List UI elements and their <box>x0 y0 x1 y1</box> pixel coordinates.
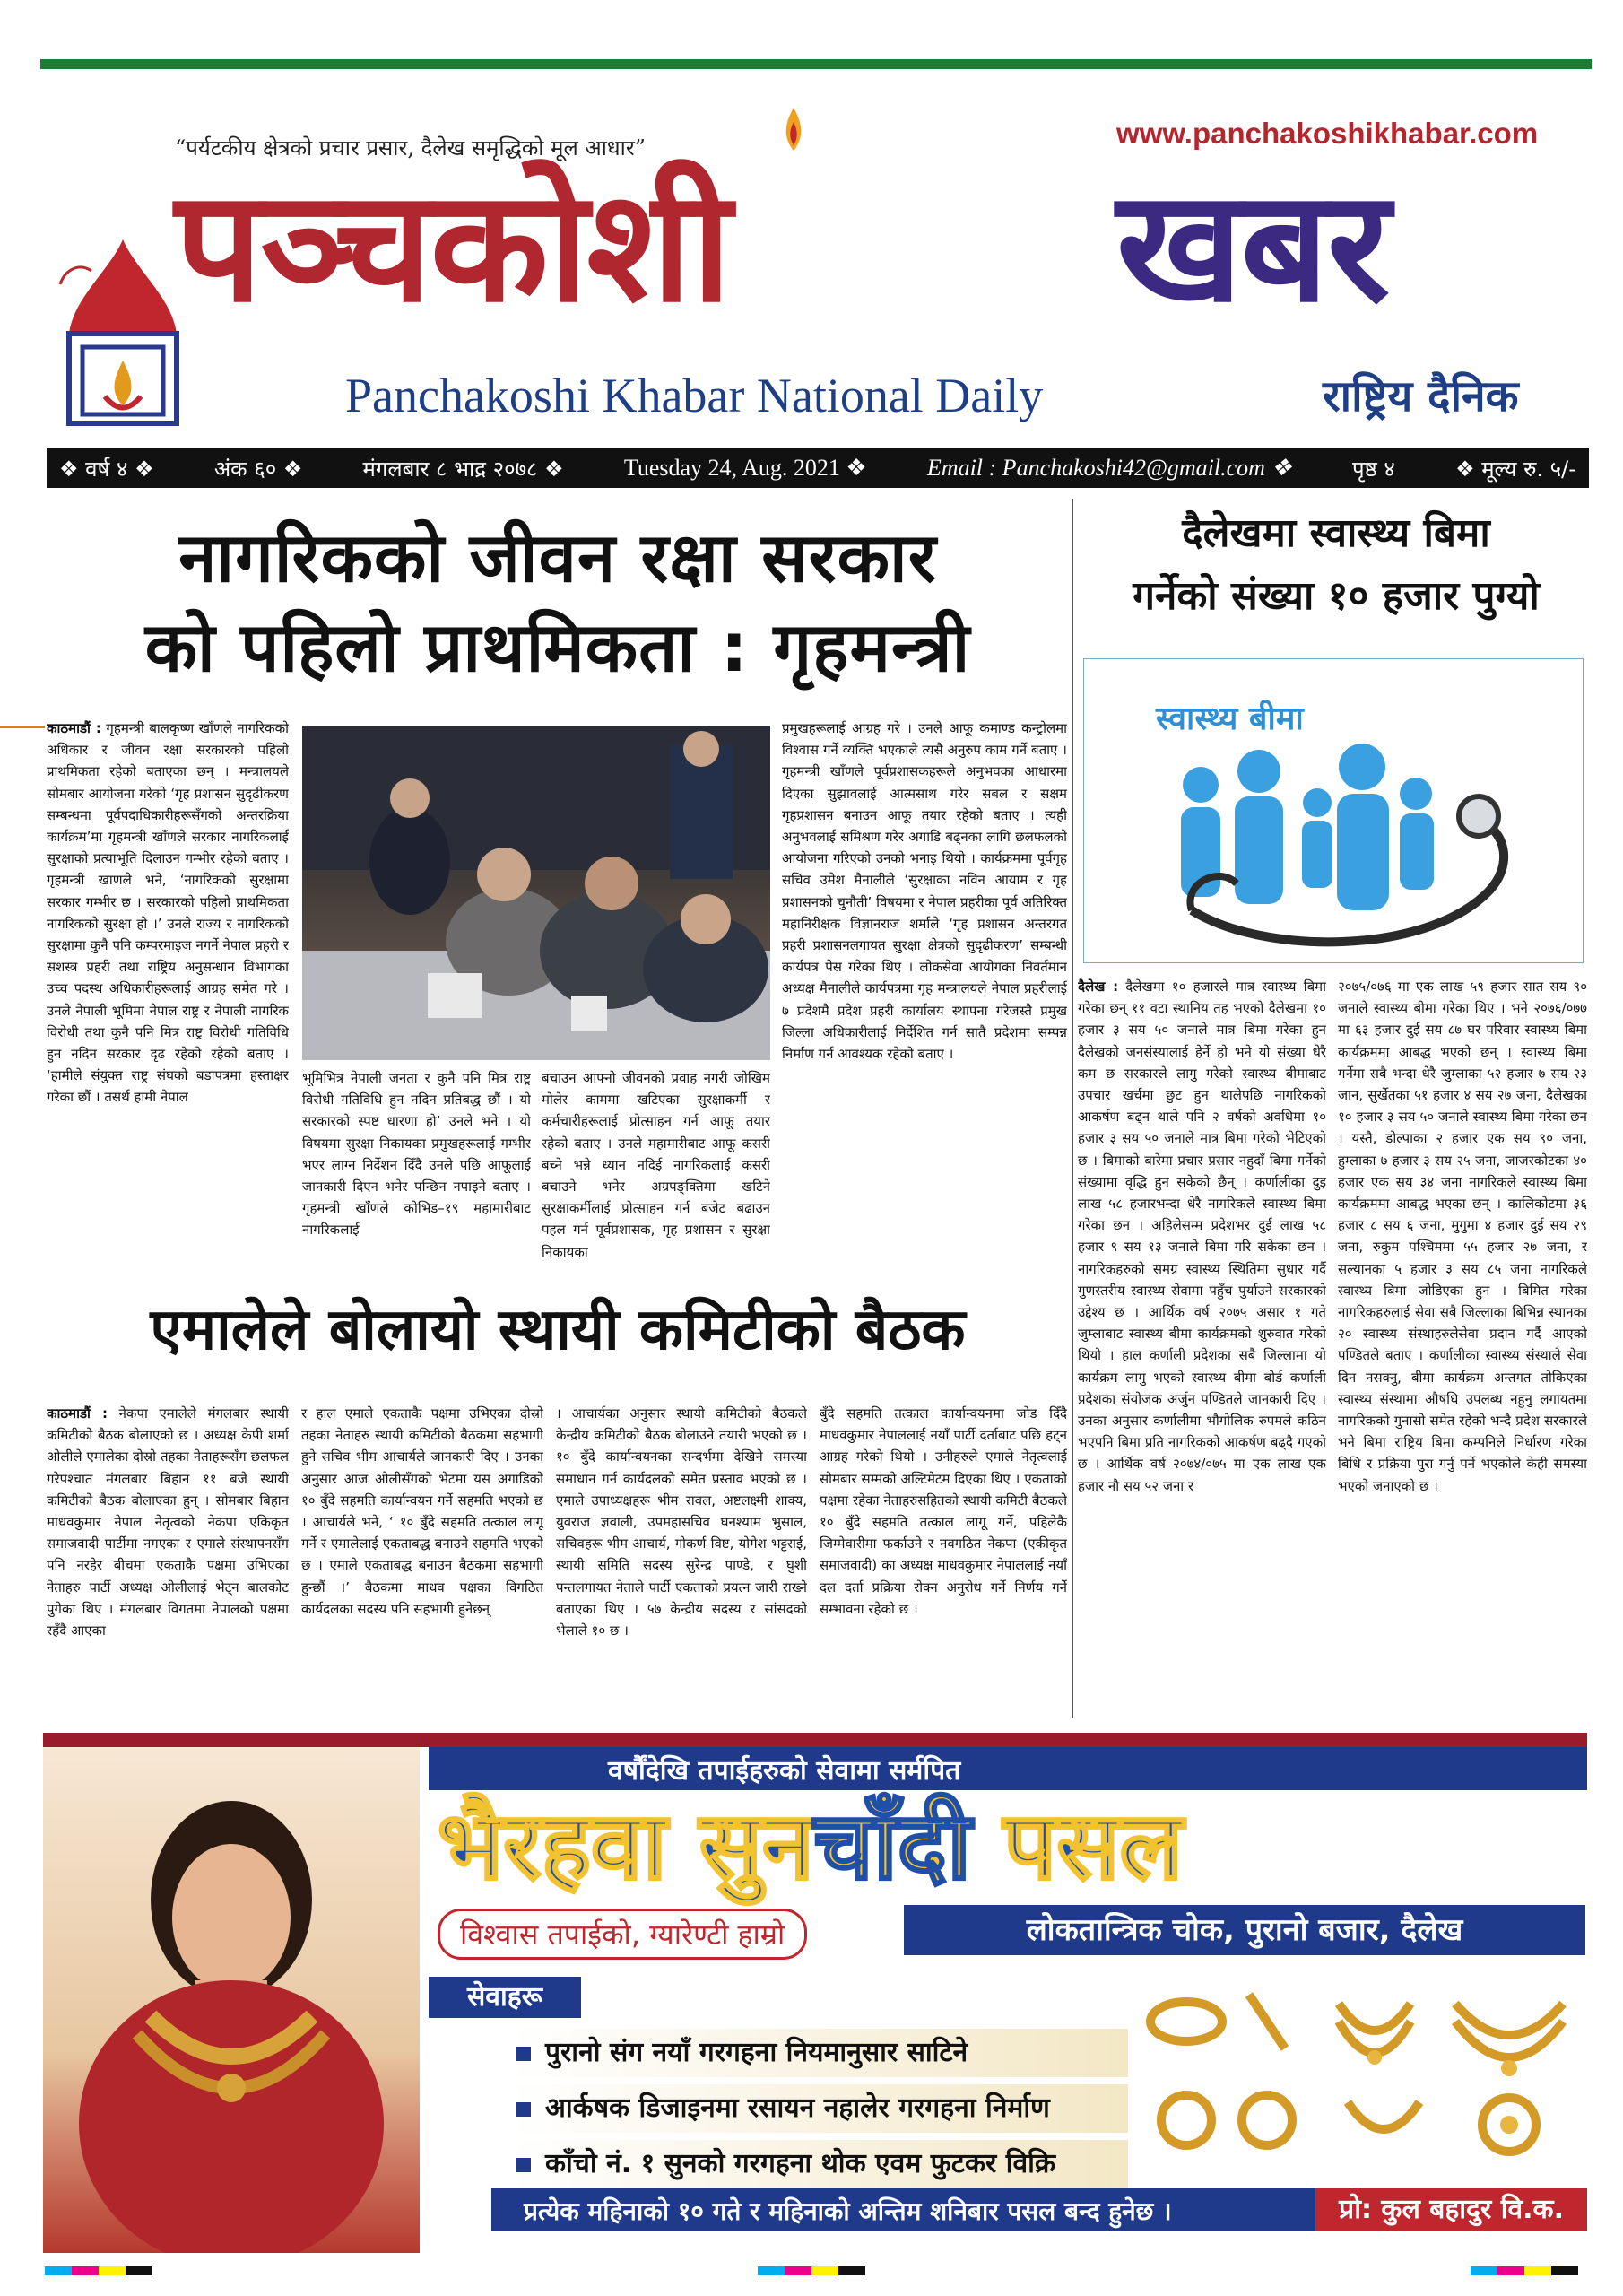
article2-col3-text: । आचार्यका अनुसार स्थायी कमिटीको बैठकले केन्द्रीय कमिटीको बैठक बोलाउने तयारी भएको छ । १० बुँदे कार्यान्वयनका सन्दर्भमा देखिने समस्या समाधान गर्न कार्यदलको समेत प्रस्ताव भएको छ । एमाले उपाध्यक्षहरू भीम रावल, अष्टलक्ष्मी शाक्य, युवराज ज्ञवाली, उपमहासचिव घनश्याम भुसाल, सचिवहरू भीम आचार्य, गोकर्ण विष्ट, योगेश भट्टराई, स्थायी समिति सदस्य सुरेन्द्र पाण्डे, र घुशी पन्तलगायत नेताले पार्टी एकताको प्रयत्न जारी राख्ने बताएका थिए । ५७ केन्द्रीय सदस्य र सांसदको भेलाले १० छ । <box>556 1405 807 1639</box>
article3-column-2 <box>1338 976 1587 1718</box>
jewellery-advertisement <box>43 1733 1587 2253</box>
article2-col4-text: बुँदे सहमति तत्काल कार्यान्वयनमा जोड दिँदै माधवकुमार नेपाललाई नयाँ पार्टी दर्ताबाट पछि हट्न आग्रह गरेको थियो । उनीहरुले एमाले नेतृत्वलाई सोमबार सम्मको अल्टिमेटम दिएका थिए । एकताको पक्षमा रहेका नेताहरुसहितको स्थायी कमिटी बैठकले १० बुँदे सहमति तत्काल लागू गर्ने, पहिलेकै जिम्मेवारीमा फर्काउने र नवगठित नेकपा (एकीकृत समाजवादी) का अध्यक्ष माधवकुमार नेपाललाई नयाँ दल दर्ता प्रक्रिया रोक्न अनुरोध गर्ने निर्णय गर्ने सम्भावना रहेको छ । <box>820 1405 1067 1617</box>
health-insurance-caption: स्वास्थ्य बीमा <box>1156 700 1304 737</box>
service-item <box>509 2140 1128 2188</box>
nepali-date: मंगलबार ८ भाद्र २०७८ ❖ <box>362 456 564 482</box>
service-text: काँचो नं. १ सुनको गरगहना थोक एवम फुटकर विक्रि <box>545 2148 1055 2179</box>
service-text: पुरानो संग नयाँ गरगहना नियमानुसार साटिने <box>545 2037 968 2068</box>
masthead-nepali-subtitle: राष्ट्रिय दैनिक <box>1323 371 1519 422</box>
masthead-title-part1: पञ्चकोशी <box>175 156 730 336</box>
article1-col1-text: गृहमन्त्री बालकृष्ण खाँणले नागरिकको अधिकार र जीवन रक्षा सरकारको पहिलो प्राथमिकता रहेको बताएका छन् । मन्त्रालयले सोमबार आयोजना गरेको ‘गृह प्रशासन सुदृढीकरण सम्बन्धमा पूर्वपदाधिकारीहरूसँगको अन्तरक्रिया कार्यक्रम’मा गृहमन्त्री खाँणले सरकार नागरिकलाई सुरक्षाको प्रत्याभूति दिलाउन गम्भीर रहेको बताए । गृहमन्त्री खाणले भने, ‘नागरिकको सुरक्षामा सरकार गम्भीर छ । सरकारको पहिलो प्राथमिकता नागरिकको सुरक्षा हो ।’ उनले राज्य र नागरिकको सुरक्षामा कुनै पनि कम्परमाइज नगर्ने नेपाल प्रहरी र सशस्त्र प्रहरी तथा राष्ट्रिय अनुसन्धान विभागका उच्च पदस्थ अधिकारीहरूलाई आग्रह समेत गरे । उनले नेपाली भूमिमा नेपाल राष्ट्र र नेपाली नागरिक विरोधी तथा कुनै पनि मित्र राष्ट्र विरोधी गतिविधि हुन नदिन सरकार दृढ रहेको रहेको बताए । ‘हामीले संयुक्त राष्ट्र संघको बडापत्रमा हस्ताक्षर गरेका छौं । तसर्थ हामी नेपाल <box>47 720 289 1106</box>
service-text: आर्कषक डिजाइनमा रसायन नहालेर गरगहना निर्माण <box>545 2092 1050 2124</box>
article1-headline <box>47 513 1069 692</box>
article2-dateline: काठमाडौं : <box>47 1405 108 1422</box>
article1-col4-text: प्रमुखहरूलाई आग्रह गरे । उनले आफू कमाण्ड कन्ट्रोलमा विश्वास गर्ने व्यक्ति भएकाले त्यसै अनुरुप काम गर्ने बताए । गृहमन्त्री खाँणले पूर्वप्रशासकहरूले अनुभवका आधारमा दिएका सुझावलाई आत्मसाथ गरेर सबल र सक्षम गृहप्रशासन बनाउन आफू तयार रहेको बताए । त्यही अनुभवलाई समिश्रण गरेर अगाडि बढ्नका लागि छलफलको आयोजना गरिएको उनको भनाइ थियो । कार्यक्रममा पूर्वगृह सचिव उमेश मैनालीले ‘सुरक्षाका नविन आयाम र गृह प्रशासनको चुनौती’ विषयमा र नेपाल प्रहरीका पूर्व अतिरिक्त महानिरीक्षक विज्ञानराज शर्माले ‘गृह प्रशासन अन्तरगत प्रहरी प्रशासनलगायत सुरक्षा क्षेत्रको सुदृढीकरण’ सम्बन्धी कार्यपत्र पेस गरेका थिए । लोकसेवा आयोगका निवर्तमान अध्यक्ष मैनालीले कार्यपत्रमा गृह मन्त्रालयले नेपाल प्रहरीलाई ७ प्रदेशमै प्रदेश प्रहरी कार्यालय स्थापना गरेजस्तै प्रमुख जिल्ला अधिकारीलाई निर्देशित गर्न सातै प्रदेशमा सम्पन्न निर्माण गर्न आवश्यक रहेको बताए । <box>782 720 1067 1063</box>
print-color-marks <box>758 2266 865 2275</box>
column-divider <box>1072 499 1073 1718</box>
article1-photo-meeting <box>302 726 770 1060</box>
article3-col1-text: दैलेखमा १० हजारले मात्र स्वास्थ्य बिमा गरेका छन् ११ वटा स्थानिय तह भएको दैलेखमा १० हजार ३ सय ५० जनाले मात्र बिमा गरेका हुन दैलेखको जनसंस्यालाई हेर्ने हो भने यो संख्या धेरै कम छ सरकारले लागु गरेको स्वास्थ्य बीमाबाट उपचार खर्चमा छुट हुन थालेपछि नागरिकको आकर्षण बढ्न थाले पनि २ वर्षको अवधिमा १० हजार ३ सय ५० जनाले मात्र बिमा गरेको भेटिएको छ । बिमाको बारेमा प्रचार प्रसार नहुदाँ बिमा गर्नेको संख्यामा वृद्धि हुन सकेको छैन् । कर्णालीका दुइ लाख ५८ हजारभन्दा धेरै नागरिकले स्वास्थ्य बिमा गरेका छन । अहिलेसम्म प्रदेशभर दुई लाख ५८ हजार ९ सय १३ जनाले बिमा गरि सकेका छन । नागरिकहरुको समग्र स्वास्थ्य स्थितिमा सुधार गर्दै गुणस्तरीय स्वास्थ्य सेवामा पहुँच पुर्याउने सरकारको उद्देश्य छ । आर्थिक वर्ष २०७५ असार १ गते जुम्लाबाट स्वास्थ्य बीमा कार्यक्रमको शुरुवात गरेको थियो । हाल कर्णाली प्रदेशका सबै जिल्लामा यो कार्यक्रम लागु भएको स्वास्थ्य बीमा बोर्ड कर्णाली प्रदेशका संयोजक अर्जुन पण्डितले जानकारी दिए । उनका अनुसार कर्णालीमा भौगोलिक रुपमले कठिन भएपनि बिमा प्रति नागरिकको आकर्षण बढ्दै गएको छ । आर्थिक वर्ष २०७४/०७५ मा एक लाख एक हजार नौ सय ५२ जना र <box>1078 978 1326 1494</box>
article3-health-insurance-image <box>1083 658 1584 963</box>
article1-col3-text: बचाउन आफ्नो जीवनको प्रवाह नगरी जोखिम मोलेर काममा खटिएका सुरक्षाकर्मी र कर्मचारीहरूलाई प्रोत्साहन गर्न आफू तयार रहेको बताए । उनले महामारीबाट आफू कसरी बच्ने भन्ने ध्यान नदिई नागरिकलाई कसरी बचाउने भनेर अग्रपङ्क्तिमा खटिने सुरक्षाकर्मीलाई प्रोत्साहन गर्न बजेट बढाउन पहल गर्न पूर्वप्रशासक, गृह प्रशासन र सुरक्षा निकायका <box>542 1070 770 1260</box>
model-portrait <box>43 1747 420 2253</box>
ad-top-strip <box>43 1733 1587 1747</box>
square-bullet-icon <box>516 2158 531 2172</box>
jewellery-showcase <box>1133 1968 1581 2174</box>
article2-column-3 <box>556 1403 807 1717</box>
ad-address: लोकतान्त्रिक चोक, पुरानो बजार, दैलेख <box>904 1905 1585 1955</box>
orange-accent-mark <box>0 726 45 728</box>
ad-footer-bar <box>491 2188 1587 2231</box>
article3-column-1 <box>1078 976 1326 1718</box>
article3-col2-text: २०७५/०७६ मा एक लाख ५९ हजार सात सय ९० जनाले स्वास्थ्य बीमा गरेका थिए । भने २०७६/०७७ मा ६३ हजार दुई सय ८७ घर परिवार स्वास्थ्य बिमा कार्यक्रममा आबद्ध भएको छन् । स्वास्थ्य बिमा गर्नेमा सबै भन्दा धेरै जुम्लाका ५२ हजार ७ सय २३ जान, सुर्खेतका ५१ हजार ४ सय २७ जना, दैलेखका १० हजार ३ सय ५० जनाले स्वास्थ्य बिमा गरेका छन । यस्तै, डोल्पाका २ हजार एक सय ९० जना, हुम्लाका ७ हजार ३ सय २५ जना, जाजरकोटका ४० हजार एक सय ३४ जना नागरिकले स्वास्थ्य बिमा कार्यक्रममा आबद्ध भएका छन् । कालिकोटमा ३६ हजार ८ सय ६ जना, मुगुमा ४ हजार दुई सय २९ जना, रुकुम पश्चिममा ५५ हजार २७ जना, र सल्यानका ५ हजार ३ सय ८५ जना नागरिकले स्वास्थ्य बिमा जोडिएका हुन । बिमित गरेका नागरिकहरुलाई सेवा सबै जिल्लाका बिभिन्न स्थानका २० स्वास्थ्य संस्थाहरुलेसेवा प्रदान गर्दै आएको पण्डितले बताए । कर्णालीका स्वास्थ्य संस्थाले सेवा दिन नसक्नु, बीमा कार्यक्रम अन्तगत तोकिएका स्वास्थ्य संस्थामा औषधि उपलब्ध नहुनु लगायतमा नागरिकको गुनासो समेत रहेको भन्दै प्रदेश सरकारले भने बिमा राष्ट्रिय बिमा कम्पनिले निर्धारण गरेका बिधि र प्रक्रिया पुरा गर्नु पर्ने भएकोले केही समस्या भएको जनाएको छ । <box>1338 978 1587 1494</box>
ad-phone[interactable]: ✆ ०८९ ४१००४२ <box>1334 1761 1513 1795</box>
article1-column-2 <box>302 1067 531 1283</box>
shop-name-part3: पसल <box>1003 1791 1184 1900</box>
masthead-title-part2: खबर <box>1116 156 1389 336</box>
flame-icon <box>780 106 807 160</box>
article3-dateline: दैलेख : <box>1078 978 1119 995</box>
page-number: पृष्ठ ४ <box>1351 456 1395 482</box>
article1-headline-line2: को पहिलो प्राथमिकता : गृहमन्त्री <box>144 607 971 687</box>
square-bullet-icon <box>516 2102 531 2117</box>
ad-services-label: सेवाहरू <box>429 1977 581 2018</box>
top-green-rule <box>40 59 1592 69</box>
article2-col2-text: र हाल एमाले एकताकै पक्षमा उभिएका दोस्रो तहका नेताहरु स्थायी कमिटीको बैठकमा सहभागी हुने सचिव भीम आचार्यले जानकारी दिए । उनका अनुसार आज ओलीसँगको भेटमा यस अगाडिको १० बुँदे सहमति कार्यान्वयन गर्ने सहमति भएको छ । आचार्यले भने, ‘ १० बुँदे सहमति तत्काल लागू गर्ने र एमालेलाई एकताबद्ध बनाउने सहमति भएको छ । एमाले एकताबद्ध बनाउन बैठकमा सहभागी हुन्छौं ।’ बैठकमा माधव पक्षका विगठित कार्यदलका सदस्य पनि सहभागी हुनेछन् <box>301 1405 543 1617</box>
article1-dateline: काठमाडौं : <box>47 720 101 736</box>
ad-services-list <box>509 2029 1128 2188</box>
temple-logo-icon <box>56 235 190 430</box>
masthead-english-name: Panchakoshi Khabar National Daily <box>345 369 1044 422</box>
article1-column-1 <box>47 718 289 1283</box>
article1-headline-line1: नागरिकको जीवन रक्षा सरकार <box>178 517 937 597</box>
email-address[interactable]: Email : Panchakoshi42@gmail.com ❖ <box>926 455 1292 481</box>
print-color-marks <box>1471 2266 1578 2275</box>
article3-headline-line1: दैलेखमा स्वास्थ्य बिमा <box>1182 510 1490 556</box>
service-item <box>509 2029 1128 2077</box>
square-bullet-icon <box>516 2047 531 2061</box>
article2-column-1 <box>47 1403 289 1717</box>
article1-column-3 <box>542 1067 770 1283</box>
issue-info-bar <box>47 448 1589 488</box>
article2-headline: एमालेले बोलायो स्थायी कमिटीको बैठक <box>150 1297 966 1363</box>
price-label: ❖ मूल्य रु. ५/- <box>1455 456 1576 482</box>
shop-name-part2: चाँदी <box>813 1791 972 1900</box>
year-label: ❖ वर्ष ४ ❖ <box>59 456 154 482</box>
article2-col1-text: नेकपा एमालेले मंगलबार स्थायी कमिटीको बैठक बोलाएको छ । अध्यक्ष केपी शर्मा ओलीले एमालेका दोस्रो तहका नेताहरूसँग छलफल गरेपश्चात मंगलबार बिहान ११ बजे स्थायी कमिटीको बैठक बोलाएका हुन् । सोमबार बिहान माधवकुमार नेपाल नेतृत्वको नेकपा एकिकृत समाजवादी पार्टीमा नगएका र एमाले संस्थापनसँग पनि नरहेर बीचमा एकताकै पक्षमा उभिएका नेताहरु पार्टी अध्यक्ष ओलीलाई भेट्न बालकोट पुगेका थिए । मंगलबार विगतमा नेपालको पक्षमा रहँदै आएका <box>47 1405 289 1639</box>
english-date: Tuesday 24, Aug. 2021 ❖ <box>623 455 867 481</box>
article1-col2-text: भूमिभित्र नेपाली जनता र कुनै पनि मित्र राष्ट्र विरोधी गतिविधि हुन नदिन प्रतिबद्ध छौं । यो सरकारको स्पष्ट धारणा हो’ उनले भने । यो विषयमा सुरक्षा निकायका प्रमुखहरूलाई गम्भीर भएर लाग्न निर्देशन दिँदै उनले पछि आफूलाई जानकारी दिएन भनेर पन्छिन नपाइने बताए । गृहमन्त्री खाँणले कोभिड–१९ महामारीबाट नागरिकलाई <box>302 1070 531 1239</box>
print-color-marks <box>45 2266 152 2275</box>
issue-label: अंक ६० ❖ <box>213 456 303 482</box>
article1-column-4 <box>782 718 1067 1283</box>
service-item <box>509 2084 1128 2133</box>
article3-headline-line2: गर्नेको संख्या १० हजार पुग्यो <box>1133 573 1540 619</box>
shop-name <box>438 1792 1576 1900</box>
ad-closing-note: प्रत्येक महिनाको १० गते र महिनाको अन्तिम शनिबार पसल बन्द हुनेछ । <box>524 2196 1172 2226</box>
ad-top-banner: वर्षौंदेखि तपाईहरुको सेवामा सर्मपित <box>608 1755 961 1787</box>
article2-column-4 <box>820 1403 1067 1717</box>
website-url[interactable]: www.panchakoshikhabar.com <box>1116 117 1539 150</box>
shop-name-part1: भैरहवा सुन <box>438 1791 814 1900</box>
article3-headline <box>1085 502 1587 628</box>
ad-proprietor: प्रो: कुल बहादुर वि.क. <box>1315 2188 1587 2231</box>
ad-slogan: विश्वास तपाईको, ग्यारेण्टी हाम्रो <box>438 1909 807 1960</box>
masthead-tagline: “पर्यटकीय क्षेत्रको प्रचार प्रसार, दैलेख समृद्धिको मूल आधार” <box>175 135 646 161</box>
article2-column-2 <box>301 1403 543 1717</box>
